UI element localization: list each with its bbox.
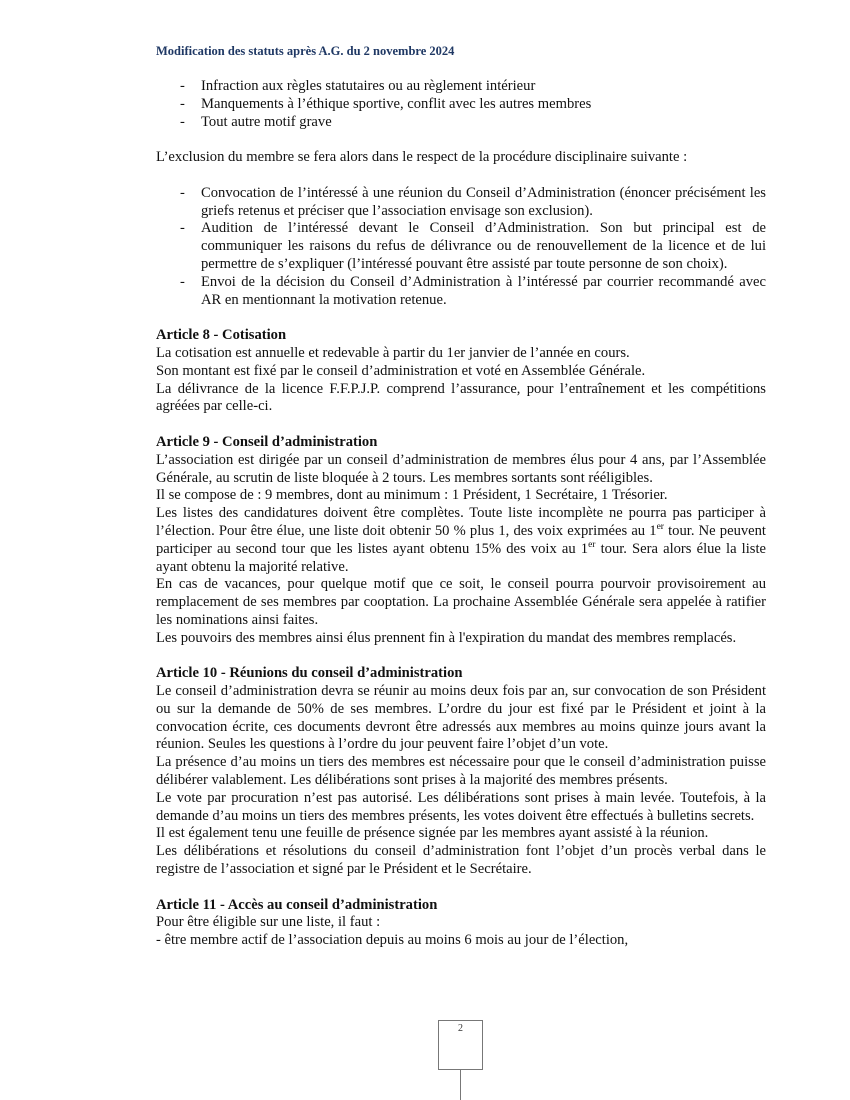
paragraph: La présence d’au moins un tiers des membres est nécessaire pour que le conseil d’administration puisse délibérer valablement. Les délibérations sont prises à la majorité des membres présents. [156, 754, 766, 789]
paragraph: La cotisation est annuelle et redevable à partir du 1er janvier de l’année en cours. [156, 344, 630, 361]
paragraph: Le conseil d’administration devra se réunir au moins deux fois par an, sur convocation de son Président ou sur la demande de 50% de ses membres. L’ordre du jour est fixé par le Président et joint à la convocation écrite, ces documents devront être adressés aux membres au moins quinze jours avant la réunion. Seules les questions à l’ordre du jour peuvent faire l’objet d’un vote. [156, 683, 766, 753]
disciplinary-procedure-list [156, 185, 766, 310]
paragraph: En cas de vacances, pour quelque motif que ce soit, le conseil pourra pourvoir provisoirement au remplacement de ses membres par cooptation. La prochaine Assemblée Générale sera appelée à ratifier les nominations ainsi faites. [156, 576, 766, 628]
article-10-title: Article 10 - Réunions du conseil d’administration [156, 665, 463, 682]
paragraph: L’association est dirigée par un conseil d’administration de membres élus pour 4 ans, par l’Assemblée Générale, au scrutin de liste bloquée à 2 tours. Les membres sortants sont rééligibles. [156, 451, 766, 486]
paragraph: Les listes des candidatures doivent être complètes. Toute liste incomplète ne pourra pas participer à l’élection. Pour être élue, une liste doit obtenir 50 % plus 1, des voix exprimées au 1er tour. Ne peuvent participer au second tour que les listes ayant obtenu 15% des voix au 1er tour. Sera alors élue la liste ayant obtenu la majorité relative. [156, 505, 766, 575]
document-body [156, 78, 766, 950]
list-item: - Manquements à l’éthique sportive, conflit avec les autres membres [156, 96, 766, 114]
document-header: Modification des statuts après A.G. du 2 novembre 2024 [156, 44, 455, 58]
sanction-reasons-list [156, 78, 766, 131]
list-item: - Infraction aux règles statutaires ou au règlement intérieur [156, 78, 766, 96]
paragraph: - être membre actif de l’association depuis au moins 6 mois au jour de l’élection, [156, 932, 629, 949]
article-11-title: Article 11 - Accès au conseil d’administration [156, 896, 438, 913]
paragraph: Pour être éligible sur une liste, il faut : [156, 914, 381, 931]
paragraph: Il est également tenu une feuille de présence signée par les membres ayant assisté à la réunion. [156, 825, 709, 842]
paragraph: Les délibérations et résolutions du conseil d’administration font l’objet d’un procès verbal dans le registre de l’association et signé par le Président et le Secrétaire. [156, 843, 766, 878]
paragraph: Son montant est fixé par le conseil d’administration et voté en Assemblée Générale. [156, 362, 646, 379]
page-number: 2 [438, 1020, 483, 1070]
article-8-title: Article 8 - Cotisation [156, 327, 287, 344]
footer-divider [460, 1070, 461, 1100]
paragraph: Le vote par procuration n’est pas autorisé. Les délibérations sont prises à main levée. Toutefois, à la demande d’au moins un tiers des membres présents, les votes doivent être effectués à bulletins secrets. [156, 789, 766, 824]
list-item: - Convocation de l’intéressé à une réunion du Conseil d’Administration (énoncer précisément les griefs retenus et préciser que l’association envisage son exclusion). [156, 185, 766, 221]
article-9-title: Article 9 - Conseil d’administration [156, 433, 378, 450]
paragraph: Les pouvoirs des membres ainsi élus prennent fin à l'expiration du mandat des membres remplacés. [156, 629, 737, 646]
paragraph: Il se compose de : 9 membres, dont au minimum : 1 Président, 1 Secrétaire, 1 Trésorier. [156, 487, 668, 504]
list-item: - Envoi de la décision du Conseil d’Administration à l’intéressé par courrier recommandé avec AR en mentionnant la motivation retenue. [156, 274, 766, 310]
paragraph: La délivrance de la licence F.F.P.J.P. comprend l’assurance, pour l’entraînement et les compétitions agréées par celle-ci. [156, 380, 766, 415]
list-item: - Tout autre motif grave [156, 114, 766, 132]
exclusion-intro: L’exclusion du membre se fera alors dans le respect de la procédure disciplinaire suivante : [156, 149, 688, 166]
list-item: - Audition de l’intéressé devant le Conseil d’Administration. Son but principal est de communiquer les raisons du refus de délivrance ou de renouvellement de la licence et de lui permettre de s’expliquer (l’intéressé pouvant être assisté par toute personne de son choix). [156, 220, 766, 273]
